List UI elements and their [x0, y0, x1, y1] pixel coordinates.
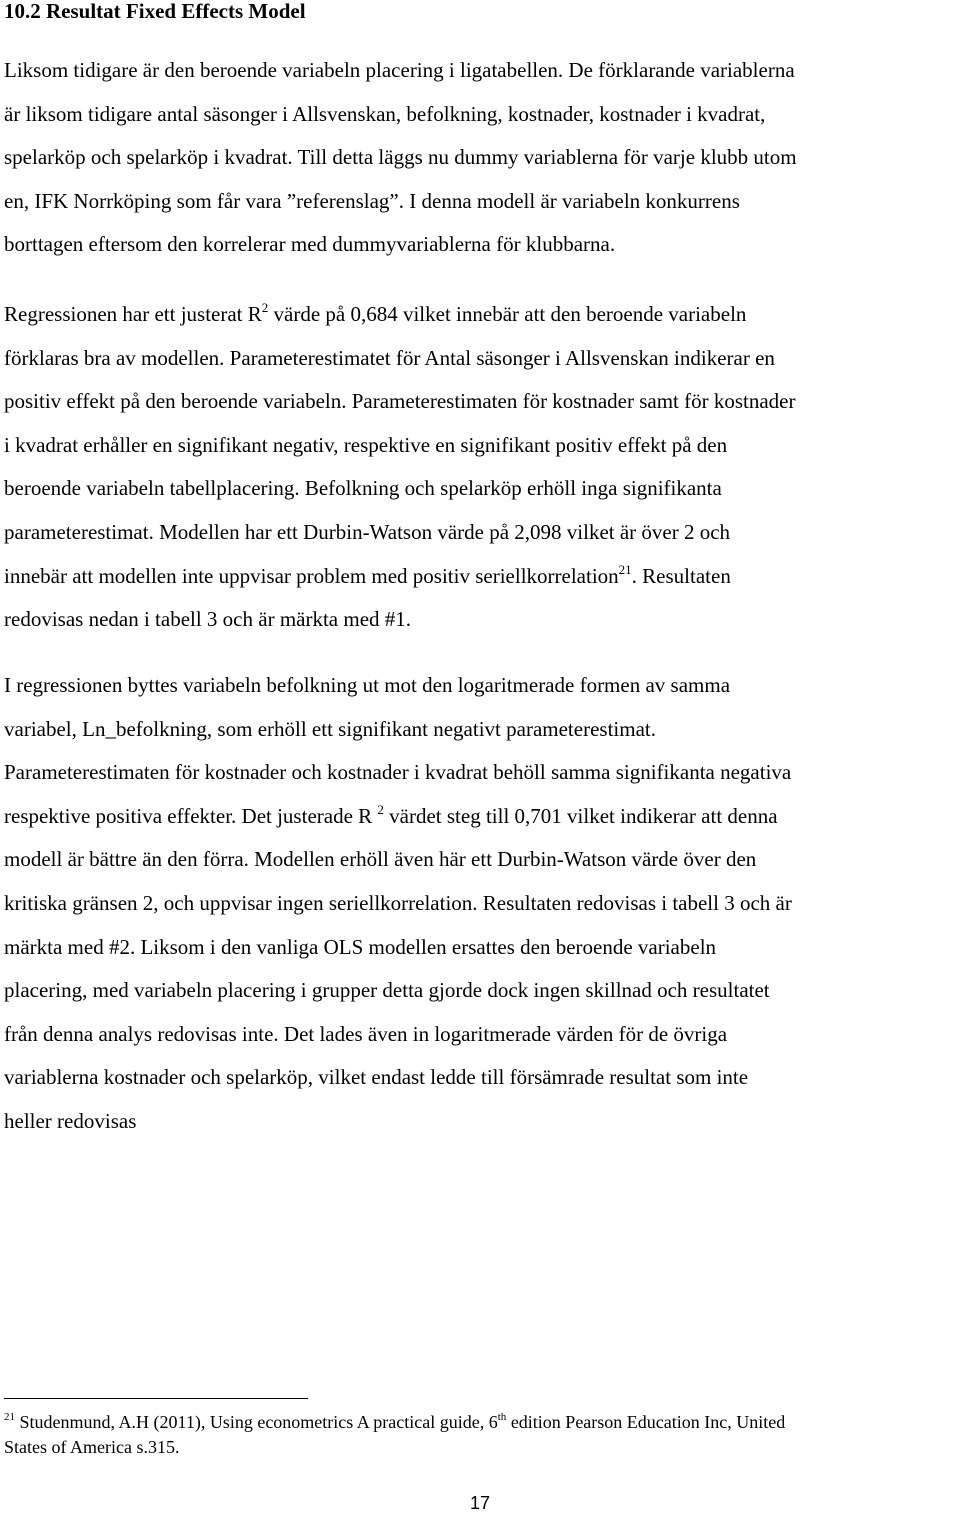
text-run: modell är bättre än den förra. Modellen erhöll även här ett Durbin-Watson värde över den — [4, 847, 757, 872]
text-run: borttagen eftersom den korrelerar med dummyvariablerna för klubbarna. — [4, 232, 616, 257]
text-line — [4, 795, 956, 839]
paragraph-2 — [4, 293, 956, 642]
superscript: 21 — [4, 1411, 15, 1423]
text-run: i kvadrat erhåller en signifikant negativ, respektive en signifikant positiv effekt på den — [4, 432, 728, 457]
text-line — [4, 136, 956, 180]
text-run: är liksom tidigare antal säsonger i Allsvenskan, befolkning, kostnader, kostnader i kvadrat, — [4, 101, 766, 126]
text-run: en, IFK Norrköping som får vara ”referenslag”. I denna modell är variabeln konkurrens — [4, 188, 740, 213]
text-line — [4, 1435, 956, 1460]
text-run: parameterestimat. Modellen har ett Durbin-Watson värde på 2,098 vilket är över 2 och — [4, 519, 731, 544]
text-line — [4, 511, 956, 555]
text-run: respektive positiva effekter. Det justerade R — [4, 803, 378, 828]
text-line — [4, 1100, 956, 1144]
text-run: . Resultaten — [631, 563, 731, 588]
text-line — [4, 751, 956, 795]
text-line — [4, 882, 956, 926]
text-run: edition Pearson Education Inc, United — [506, 1412, 786, 1432]
paragraph-3 — [4, 664, 956, 1144]
text-line — [4, 838, 956, 882]
text-line — [4, 969, 956, 1013]
text-run: States of America s.315. — [4, 1437, 180, 1457]
superscript: 2 — [377, 801, 384, 817]
text-run: variabel, Ln_befolkning, som erhöll ett signifikant negativt parameterestimat. — [4, 716, 656, 741]
text-line — [4, 223, 956, 267]
text-run: variablerna kostnader och spelarköp, vilket endast ledde till försämrade resultat som inte — [4, 1065, 749, 1090]
superscript: th — [497, 1411, 507, 1423]
text-run: förklaras bra av modellen. Parameterestimatet för Antal säsonger i Allsvenskan indikerar en — [4, 345, 775, 370]
text-run: I regressionen byttes variabeln befolkning ut mot den logaritmerade formen av samma — [4, 673, 731, 697]
text-run: beroende variabeln tabellplacering. Befolkning och spelarköp erhöll inga signifikanta — [4, 476, 722, 501]
text-run: innebär att modellen inte uppvisar problem med positiv seriellkorrelation — [4, 563, 619, 588]
section-heading: 10.2 Resultat Fixed Effects Model — [4, 0, 306, 23]
text-run: spelarköp och spelarköp i kvadrat. Till detta läggs nu dummy variablerna för varje klubb utom — [4, 145, 797, 170]
footnote-separator — [4, 1398, 308, 1399]
text-run: Regressionen har ett justerat R — [4, 302, 262, 326]
text-line — [4, 93, 956, 137]
text-run: Parameterestimaten för kostnader och kostnader i kvadrat behöll samma signifikanta negativa — [4, 760, 792, 785]
superscript: 2 — [261, 300, 269, 315]
text-run: värdet steg till 0,701 vilket indikerar att denna — [383, 803, 778, 828]
page-number: 17 — [469, 1493, 491, 1513]
text-run: redovisas nedan i tabell 3 och är märkta med #1. — [4, 607, 412, 632]
text-line — [4, 926, 956, 970]
footnote — [4, 1410, 956, 1460]
text-run: Liksom tidigare är den beroende variabeln placering i ligatabellen. De förklarande variablerna — [4, 58, 795, 82]
text-run: märkta med #2. Liksom i den vanliga OLS modellen ersattes den beroende variabeln — [4, 934, 717, 959]
text-run: placering, med variabeln placering i grupper detta gjorde dock ingen skillnad och resultatet — [4, 978, 770, 1003]
text-run: Studenmund, A.H (2011), Using econometrics A practical guide, 6 — [15, 1412, 498, 1432]
text-run: värde på 0,684 vilket innebär att den beroende variabeln — [268, 302, 747, 326]
text-line — [4, 555, 956, 599]
text-line — [4, 1056, 956, 1100]
paragraph-1 — [4, 49, 956, 267]
text-line — [4, 337, 956, 381]
superscript: 21 — [618, 561, 632, 577]
text-line — [4, 293, 956, 337]
text-run: kritiska gränsen 2, och uppvisar ingen seriellkorrelation. Resultaten redovisas i tabell 3 och är — [4, 890, 792, 915]
text-run: positiv effekt på den beroende variabeln. Parameterestimaten för kostnader samt för kostnader — [4, 389, 796, 414]
text-line — [4, 708, 956, 752]
text-line — [4, 180, 956, 224]
text-line — [4, 380, 956, 424]
text-line — [4, 1013, 956, 1057]
text-line — [4, 598, 956, 642]
text-run: från denna analys redovisas inte. Det lades även in logaritmerade värden för de övriga — [4, 1021, 728, 1046]
text-line — [4, 49, 956, 93]
text-line — [4, 424, 956, 468]
text-run: heller redovisas — [4, 1108, 137, 1133]
text-line — [4, 1410, 956, 1435]
text-line — [4, 467, 956, 511]
text-line — [4, 664, 956, 708]
